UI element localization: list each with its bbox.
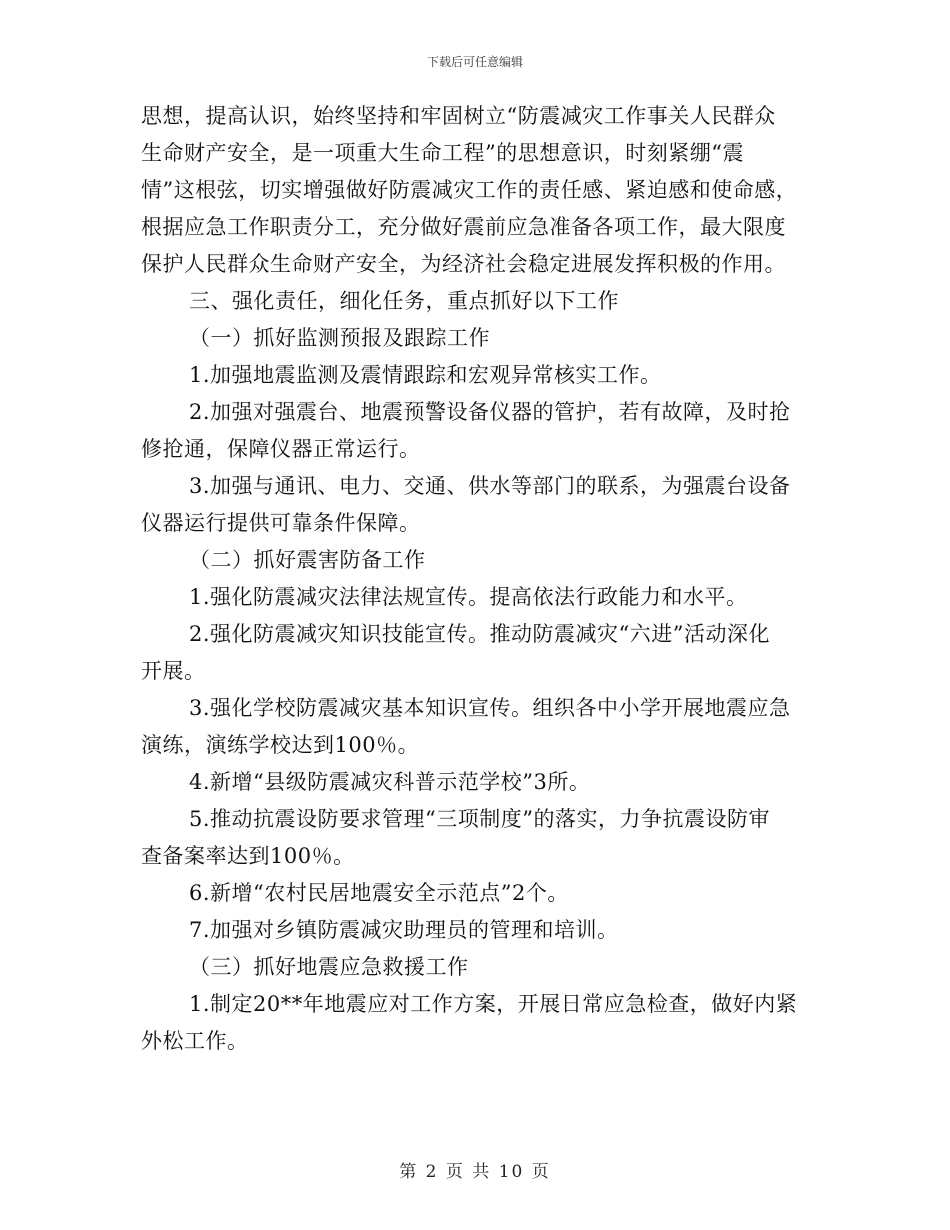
text-line: 三、强化责任，细化任务，重点抓好以下工作 [189,289,619,313]
text-line: 修抢通，保障仪器正常运行。 [141,437,421,461]
text-line: 3.加强与通讯、电力、交通、供水等部门的联系，为强震台设备 [189,474,791,498]
document-body [141,98,811,1060]
text-line: （二）抓好震害防备工作 [189,548,426,572]
text-line: 5.推动抗震设防要求管理“三项制度”的落实，力争抗震设防审 [189,807,771,831]
text-line: 1.加强地震监测及震情跟踪和宏观异常核实工作。 [189,363,662,387]
text-line: 7.加强对乡镇防震减灾助理员的管理和培训。 [189,918,619,942]
page-number: 第 2 页 共 10 页 [399,1162,551,1182]
text-line: 2.强化防震减灾知识技能宣传。推动防震减灾“六进”活动深化 [189,622,771,646]
text-line: 外松工作。 [141,1029,249,1053]
text-line: 3.强化学校防震减灾基本知识宣传。组织各中小学开展地震应急 [189,696,791,720]
text-line: （三）抓好地震应急救援工作 [189,955,469,979]
text-line: 6.新增“农村民居地震安全示范点”2个。 [189,881,569,905]
text-line: 根据应急工作职责分工，充分做好震前应急准备各项工作，最大限度 [141,215,786,239]
header-note: 下载后可任意编辑 [426,55,523,69]
text-line: 情”这根弦，切实增强做好防震减灾工作的责任感、紧迫感和使命感， [141,178,798,202]
text-line: 1.制定20**年地震应对工作方案，开展日常应急检查，做好内紧 [189,992,798,1016]
text-line: 4.新增“县级防震减灾科普示范学校”3所。 [189,770,591,794]
text-line: （一）抓好监测预报及跟踪工作 [189,326,490,350]
text-line: 演练，演练学校达到100％。 [141,733,420,757]
text-line: 1.强化防震减灾法律法规宣传。提高依法行政能力和水平。 [189,585,748,609]
text-line: 2.加强对强震台、地震预警设备仪器的管护，若有故障，及时抢 [189,400,791,424]
text-line: 仪器运行提供可靠条件保障。 [141,511,421,535]
text-line: 思想，提高认识，始终坚持和牢固树立“防震减灾工作事关人民群众 [141,104,776,128]
text-line: 生命财产安全，是一项重大生命工程”的思想意识，时刻紧绷“震 [141,141,744,165]
text-line: 保护人民群众生命财产安全，为经济社会稳定进展发挥积极的作用。 [141,252,786,276]
text-line: 查备案率达到100％。 [141,844,355,868]
text-line: 开展。 [141,659,206,683]
